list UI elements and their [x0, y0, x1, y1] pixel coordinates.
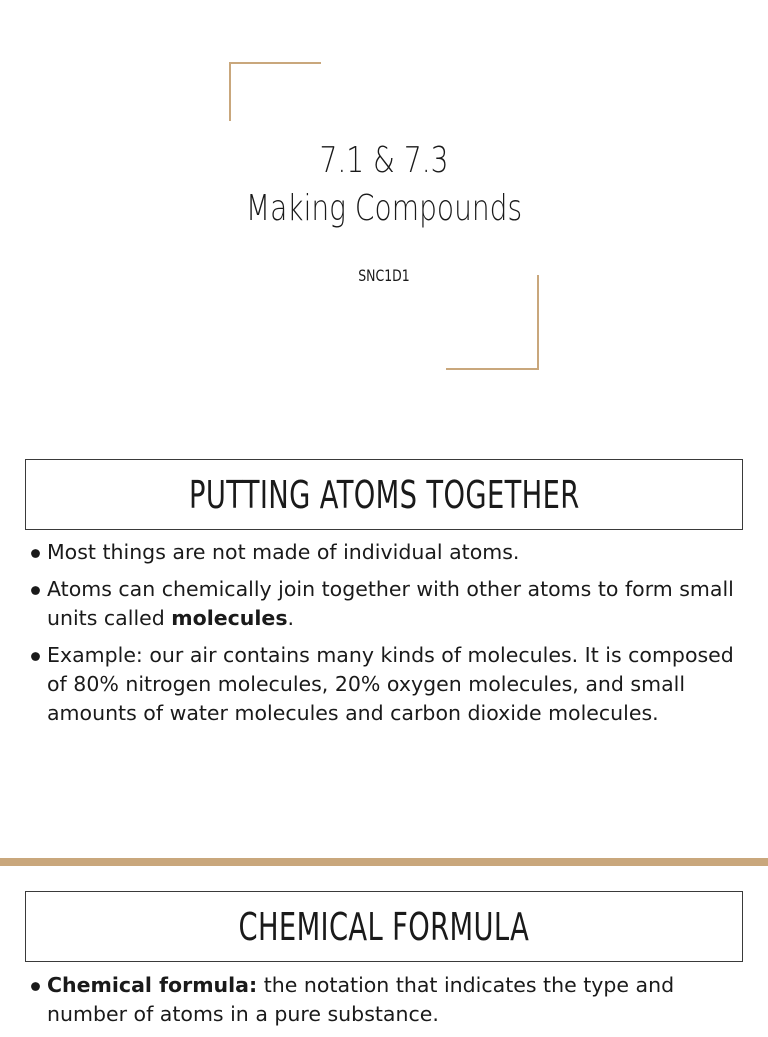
bullet-text: Example: our air contains many kinds of molecules. It is composed of 80% nitrogen molecules, 20% oxygen molecules, and small amounts of water molecules and carbon dioxide molecules. — [47, 643, 734, 725]
section-heading-box — [25, 459, 743, 530]
decorative-corner-top-left — [229, 62, 321, 121]
bullet-text: Atoms can chemically join together with other atoms to form small units called — [47, 577, 734, 630]
list-item — [30, 971, 742, 1029]
section-heading-box — [25, 891, 743, 962]
list-item — [30, 641, 742, 728]
section-heading: CHEMICAL FORMULA — [238, 904, 530, 949]
bullet-text-end: . — [287, 606, 295, 630]
section-heading: PUTTING ATOMS TOGETHER — [188, 472, 580, 517]
bullet-icon — [31, 982, 40, 991]
bullet-bold-term: molecules — [171, 606, 288, 630]
bullet-icon — [31, 652, 40, 661]
list-item — [30, 575, 742, 633]
course-code: SNC1D1 — [358, 266, 410, 285]
list-item — [30, 538, 742, 567]
title-line-1: 7.1 & 7.3 — [319, 140, 449, 181]
bullet-bold-term: Chemical formula: — [47, 973, 258, 997]
title-line-2: Making Compounds — [245, 188, 523, 229]
chemical-formula-slide — [0, 866, 768, 1024]
bullet-icon — [31, 586, 40, 595]
bullet-text: the notation that indicates the type and number of atoms in a pure substance. — [47, 973, 675, 1026]
bullet-text: Most things are not made of individual atoms. — [47, 540, 520, 564]
slide-divider — [0, 858, 768, 866]
title-block — [0, 137, 768, 233]
bullet-list — [30, 971, 742, 1037]
bullet-list — [30, 538, 742, 736]
bullet-icon — [31, 549, 40, 558]
decorative-corner-bottom-right — [446, 275, 539, 370]
